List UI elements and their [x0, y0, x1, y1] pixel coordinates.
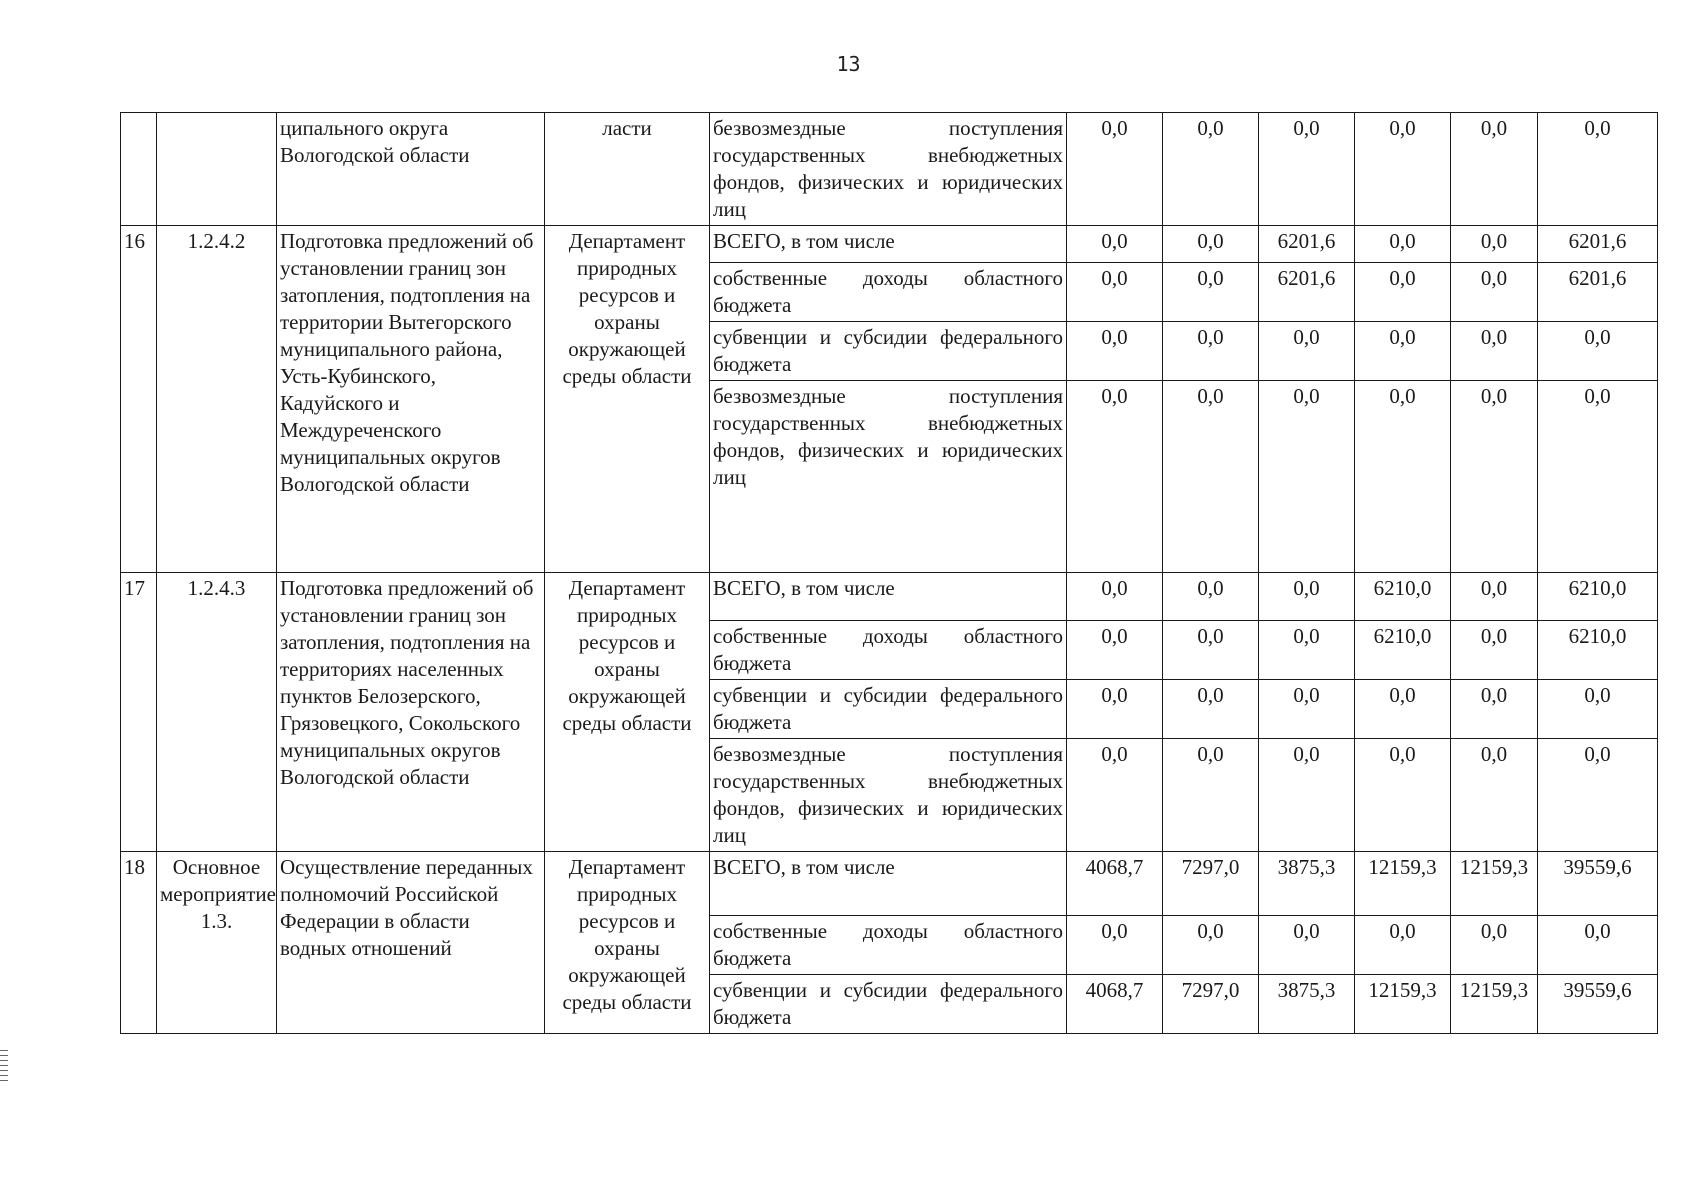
measure-code: Основное мероприятие 1.3.: [157, 852, 277, 1034]
measure-code: [157, 113, 277, 226]
amount-cell: 0,0: [1163, 680, 1259, 739]
responsible-department: Департамент природных ресурсов и охраны окружающей среды области: [545, 573, 710, 852]
amount-cell: 0,0: [1259, 680, 1355, 739]
amount-cell: 6201,6: [1259, 226, 1355, 263]
table-row: [121, 573, 1658, 621]
amount-cell: 0,0: [1538, 680, 1658, 739]
page-number: 13: [836, 52, 861, 76]
amount-cell: 0,0: [1451, 322, 1538, 381]
amount-cell: 0,0: [1451, 113, 1538, 226]
funding-source: безвозмездные поступления государственных внебюджетных фондов, физических и юридических лиц: [710, 113, 1067, 226]
funding-source: ВСЕГО, в том числе: [710, 573, 1067, 621]
amount-cell: 39559,6: [1538, 975, 1658, 1034]
amount-cell: 0,0: [1259, 322, 1355, 381]
amount-cell: 0,0: [1355, 680, 1451, 739]
amount-cell: 6210,0: [1538, 621, 1658, 680]
amount-cell: 0,0: [1451, 916, 1538, 975]
amount-cell: 12159,3: [1451, 975, 1538, 1034]
amount-cell: 0,0: [1451, 739, 1538, 852]
amount-cell: 0,0: [1067, 113, 1163, 226]
amount-cell: 0,0: [1451, 263, 1538, 322]
amount-cell: 0,0: [1067, 226, 1163, 263]
amount-cell: 6210,0: [1355, 621, 1451, 680]
amount-cell: 0,0: [1355, 916, 1451, 975]
row-number: 18: [121, 852, 157, 1034]
amount-cell: 0,0: [1067, 381, 1163, 573]
amount-cell: 0,0: [1163, 322, 1259, 381]
measure-code: 1.2.4.3: [157, 573, 277, 852]
row-number: [121, 113, 157, 226]
amount-cell: 0,0: [1451, 226, 1538, 263]
amount-cell: 0,0: [1163, 621, 1259, 680]
amount-cell: 0,0: [1067, 739, 1163, 852]
amount-cell: 0,0: [1259, 573, 1355, 621]
measure-code: 1.2.4.2: [157, 226, 277, 573]
amount-cell: 12159,3: [1355, 852, 1451, 916]
amount-cell: 0,0: [1355, 226, 1451, 263]
amount-cell: 0,0: [1355, 113, 1451, 226]
table-row: [121, 113, 1658, 226]
amount-cell: 0,0: [1163, 739, 1259, 852]
funding-source: безвозмездные поступления государственных внебюджетных фондов, физических и юридических лиц: [710, 739, 1067, 852]
responsible-department: Департамент природных ресурсов и охраны окружающей среды области: [545, 852, 710, 1034]
measure-name: Осуществление переданных полномочий Российской Федерации в области водных отношений: [277, 852, 545, 1034]
amount-cell: 0,0: [1451, 573, 1538, 621]
amount-cell: 3875,3: [1259, 852, 1355, 916]
amount-cell: 7297,0: [1163, 852, 1259, 916]
measure-name: ципального округа Вологодской области: [277, 113, 545, 226]
amount-cell: 0,0: [1259, 916, 1355, 975]
amount-cell: 0,0: [1163, 113, 1259, 226]
amount-cell: 12159,3: [1355, 975, 1451, 1034]
amount-cell: 0,0: [1355, 263, 1451, 322]
amount-cell: 0,0: [1538, 113, 1658, 226]
amount-cell: 7297,0: [1163, 975, 1259, 1034]
funding-source: субвенции и субсидии федерального бюджета: [710, 322, 1067, 381]
funding-source: собственные доходы областного бюджета: [710, 916, 1067, 975]
amount-cell: 6201,6: [1259, 263, 1355, 322]
amount-cell: 0,0: [1067, 573, 1163, 621]
amount-cell: 0,0: [1163, 263, 1259, 322]
amount-cell: 6201,6: [1538, 263, 1658, 322]
amount-cell: 0,0: [1538, 916, 1658, 975]
amount-cell: 0,0: [1259, 621, 1355, 680]
budget-table: [120, 112, 1658, 1034]
amount-cell: 0,0: [1067, 621, 1163, 680]
amount-cell: 3875,3: [1259, 975, 1355, 1034]
amount-cell: 0,0: [1163, 573, 1259, 621]
amount-cell: 0,0: [1259, 381, 1355, 573]
amount-cell: 0,0: [1451, 381, 1538, 573]
measure-name: Подготовка предложений об установлении границ зон затопления, подтопления на территории Вытегорского муниципального района, Усть-Кубинского, Кадуйского и Междуреченского муниципальных округов Вологодской области: [277, 226, 545, 573]
amount-cell: 12159,3: [1451, 852, 1538, 916]
amount-cell: 0,0: [1355, 381, 1451, 573]
amount-cell: 0,0: [1451, 621, 1538, 680]
amount-cell: 0,0: [1451, 680, 1538, 739]
amount-cell: 6210,0: [1355, 573, 1451, 621]
table-row: [121, 852, 1658, 916]
funding-source: субвенции и субсидии федерального бюджета: [710, 680, 1067, 739]
funding-source: собственные доходы областного бюджета: [710, 621, 1067, 680]
amount-cell: 0,0: [1067, 916, 1163, 975]
responsible-department: ласти: [545, 113, 710, 226]
amount-cell: 0,0: [1538, 381, 1658, 573]
measure-name: Подготовка предложений об установлении границ зон затопления, подтопления на территориях населенных пунктов Белозерского, Грязовецкого, Сокольского муниципальных округов Вологодской области: [277, 573, 545, 852]
amount-cell: 0,0: [1355, 322, 1451, 381]
amount-cell: 0,0: [1538, 739, 1658, 852]
amount-cell: 6210,0: [1538, 573, 1658, 621]
funding-source: безвозмездные поступления государственных внебюджетных фондов, физических и юридических лиц: [710, 381, 1067, 573]
amount-cell: 4068,7: [1067, 852, 1163, 916]
scan-marks: [0, 1050, 12, 1085]
amount-cell: 0,0: [1067, 680, 1163, 739]
funding-source: субвенции и субсидии федерального бюджета: [710, 975, 1067, 1034]
funding-source: ВСЕГО, в том числе: [710, 226, 1067, 263]
amount-cell: 0,0: [1259, 739, 1355, 852]
amount-cell: 0,0: [1067, 263, 1163, 322]
amount-cell: 0,0: [1163, 381, 1259, 573]
amount-cell: 6201,6: [1538, 226, 1658, 263]
amount-cell: 0,0: [1163, 226, 1259, 263]
amount-cell: 0,0: [1067, 322, 1163, 381]
table-row: [121, 226, 1658, 263]
amount-cell: 0,0: [1163, 916, 1259, 975]
responsible-department: Департамент природных ресурсов и охраны окружающей среды области: [545, 226, 710, 573]
amount-cell: 0,0: [1259, 113, 1355, 226]
amount-cell: 4068,7: [1067, 975, 1163, 1034]
row-number: 16: [121, 226, 157, 573]
amount-cell: 0,0: [1538, 322, 1658, 381]
funding-source: собственные доходы областного бюджета: [710, 263, 1067, 322]
amount-cell: 39559,6: [1538, 852, 1658, 916]
amount-cell: 0,0: [1355, 739, 1451, 852]
funding-source: ВСЕГО, в том числе: [710, 852, 1067, 916]
row-number: 17: [121, 573, 157, 852]
